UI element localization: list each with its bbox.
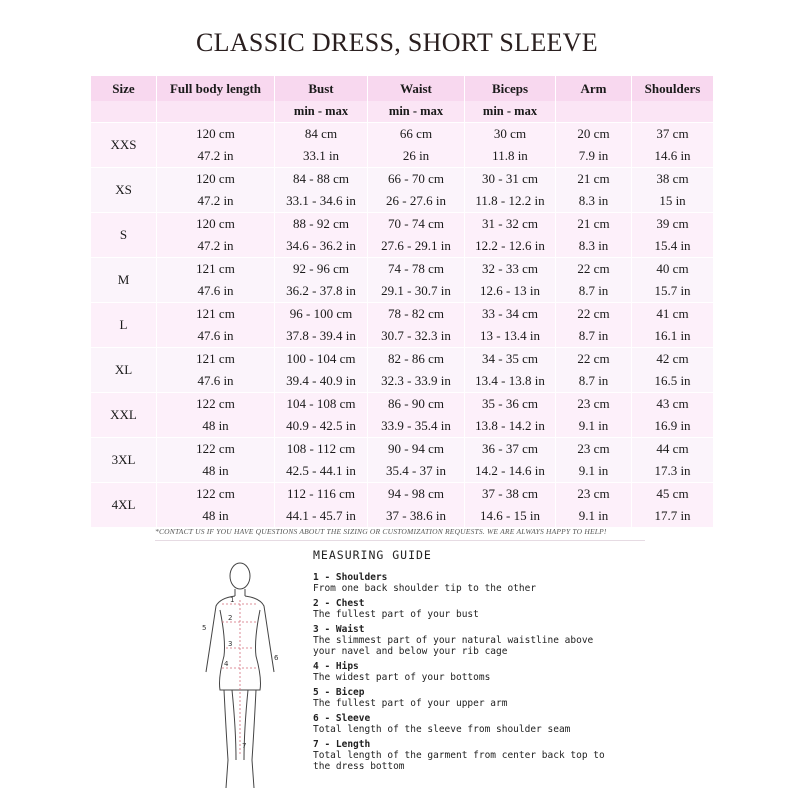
guide-title: MEASURING GUIDE — [313, 548, 432, 562]
guide-item — [313, 687, 613, 709]
cell-in: 15.4 in — [632, 235, 714, 258]
cell-cm: 84 - 88 cm — [275, 168, 368, 191]
size-label: 3XL — [91, 438, 157, 483]
cell-cm: 94 - 98 cm — [368, 483, 465, 506]
cell-cm: 88 - 92 cm — [275, 213, 368, 236]
cell-cm: 40 cm — [632, 258, 714, 281]
cell-in: 9.1 in — [556, 505, 632, 527]
table-subheader-row — [91, 101, 714, 123]
measuring-guide — [313, 548, 613, 776]
guide-item — [313, 624, 613, 657]
table-row — [91, 325, 714, 348]
table-row — [91, 415, 714, 438]
guide-item — [313, 739, 613, 772]
page-title: CLASSIC DRESS, SHORT SLEEVE — [196, 28, 598, 57]
guide-item-description: From one back shoulder tip to the other — [313, 583, 537, 594]
cell-in: 42.5 - 44.1 in — [275, 460, 368, 483]
guide-item-name: 7 - Length — [313, 739, 371, 750]
table-row — [91, 123, 714, 146]
table-header-row — [91, 76, 714, 101]
cell-cm: 82 - 86 cm — [368, 348, 465, 371]
size-label: XXS — [91, 123, 157, 168]
cell-cm: 30 - 31 cm — [465, 168, 556, 191]
cell-in: 44.1 - 45.7 in — [275, 505, 368, 527]
cell-cm: 112 - 116 cm — [275, 483, 368, 506]
cell-in: 9.1 in — [556, 460, 632, 483]
guide-item — [313, 572, 613, 594]
table-row — [91, 483, 714, 506]
cell-in: 7.9 in — [556, 145, 632, 168]
cell-cm: 121 cm — [157, 303, 275, 326]
cell-in: 15.7 in — [632, 280, 714, 303]
cell-cm: 122 cm — [157, 438, 275, 461]
cell-in: 17.3 in — [632, 460, 714, 483]
cell-in: 48 in — [157, 415, 275, 438]
guide-item — [313, 598, 613, 620]
cell-cm: 22 cm — [556, 348, 632, 371]
cell-cm: 32 - 33 cm — [465, 258, 556, 281]
table-row — [91, 213, 714, 236]
cell-cm: 23 cm — [556, 438, 632, 461]
size-label: XXL — [91, 393, 157, 438]
cell-cm: 37 - 38 cm — [465, 483, 556, 506]
guide-item-description: The fullest part of your bust — [313, 609, 479, 620]
table-row — [91, 348, 714, 371]
guide-item-description: The slimmest part of your natural waistline above your navel and below your rib cage — [313, 635, 594, 657]
subheader-cell — [157, 101, 275, 123]
cell-in: 14.6 in — [632, 145, 714, 168]
table-row — [91, 168, 714, 191]
cell-cm: 23 cm — [556, 483, 632, 506]
header-biceps: Biceps — [465, 76, 556, 101]
cell-in: 16.1 in — [632, 325, 714, 348]
cell-in: 47.2 in — [157, 235, 275, 258]
cell-in: 11.8 - 12.2 in — [465, 190, 556, 213]
guide-item-name: 1 - Shoulders — [313, 572, 388, 583]
cell-in: 9.1 in — [556, 415, 632, 438]
figure-number: 6 — [274, 654, 279, 662]
cell-in: 13.4 - 13.8 in — [465, 370, 556, 393]
cell-cm: 21 cm — [556, 213, 632, 236]
cell-cm: 20 cm — [556, 123, 632, 146]
size-label: XL — [91, 348, 157, 393]
table-row — [91, 370, 714, 393]
table-row — [91, 280, 714, 303]
cell-cm: 30 cm — [465, 123, 556, 146]
table-row — [91, 258, 714, 281]
cell-cm: 44 cm — [632, 438, 714, 461]
cell-in: 13 - 13.4 in — [465, 325, 556, 348]
cell-in: 40.9 - 42.5 in — [275, 415, 368, 438]
cell-cm: 122 cm — [157, 393, 275, 416]
cell-in: 30.7 - 32.3 in — [368, 325, 465, 348]
cell-in: 47.2 in — [157, 190, 275, 213]
cell-in: 8.7 in — [556, 325, 632, 348]
cell-in: 8.7 in — [556, 370, 632, 393]
cell-cm: 43 cm — [632, 393, 714, 416]
cell-cm: 100 - 104 cm — [275, 348, 368, 371]
size-chart-table — [90, 76, 714, 527]
cell-cm: 33 - 34 cm — [465, 303, 556, 326]
subheader-cell — [556, 101, 632, 123]
cell-cm: 31 - 32 cm — [465, 213, 556, 236]
guide-item-description: The widest part of your bottoms — [313, 672, 491, 683]
cell-cm: 21 cm — [556, 168, 632, 191]
cell-in: 47.2 in — [157, 145, 275, 168]
figure-number: 5 — [202, 624, 207, 632]
cell-in: 33.1 in — [275, 145, 368, 168]
measuring-figure-illustration — [180, 560, 300, 794]
cell-cm: 96 - 100 cm — [275, 303, 368, 326]
cell-in: 16.5 in — [632, 370, 714, 393]
cell-in: 13.8 - 14.2 in — [465, 415, 556, 438]
cell-in: 8.3 in — [556, 190, 632, 213]
cell-cm: 120 cm — [157, 123, 275, 146]
cell-in: 47.6 in — [157, 325, 275, 348]
subheader-cell — [632, 101, 714, 123]
size-label: XS — [91, 168, 157, 213]
subheader-cell: min - max — [275, 101, 368, 123]
cell-in: 34.6 - 36.2 in — [275, 235, 368, 258]
guide-item-name: 2 - Chest — [313, 598, 365, 609]
cell-cm: 38 cm — [632, 168, 714, 191]
cell-cm: 66 - 70 cm — [368, 168, 465, 191]
figure-number: 1 — [230, 596, 235, 604]
cell-cm: 121 cm — [157, 348, 275, 371]
header-shoulders: Shoulders — [632, 76, 714, 101]
header-bust: Bust — [275, 76, 368, 101]
header-size: Size — [91, 76, 157, 101]
cell-cm: 36 - 37 cm — [465, 438, 556, 461]
cell-in: 8.3 in — [556, 235, 632, 258]
cell-in: 14.6 - 15 in — [465, 505, 556, 527]
guide-item-description: Total length of the sleeve from shoulder seam — [313, 724, 571, 735]
table-row — [91, 505, 714, 527]
cell-in: 47.6 in — [157, 370, 275, 393]
guide-item-name: 6 - Sleeve — [313, 713, 371, 724]
guide-item — [313, 713, 613, 735]
guide-items — [313, 572, 613, 772]
figure-number: 3 — [228, 640, 233, 648]
table-row — [91, 235, 714, 258]
cell-cm: 41 cm — [632, 303, 714, 326]
header-arm: Arm — [556, 76, 632, 101]
cell-cm: 90 - 94 cm — [368, 438, 465, 461]
size-label: 4XL — [91, 483, 157, 528]
cell-in: 26 - 27.6 in — [368, 190, 465, 213]
cell-cm: 120 cm — [157, 168, 275, 191]
cell-cm: 34 - 35 cm — [465, 348, 556, 371]
table-row — [91, 438, 714, 461]
cell-cm: 66 cm — [368, 123, 465, 146]
guide-item-name: 3 - Waist — [313, 624, 365, 635]
cell-in: 8.7 in — [556, 280, 632, 303]
subheader-cell: min - max — [368, 101, 465, 123]
guide-item-name: 5 - Bicep — [313, 687, 365, 698]
cell-cm: 122 cm — [157, 483, 275, 506]
guide-item-description: Total length of the garment from center back top to the dress bottom — [313, 750, 605, 772]
cell-cm: 84 cm — [275, 123, 368, 146]
cell-in: 48 in — [157, 460, 275, 483]
cell-cm: 92 - 96 cm — [275, 258, 368, 281]
cell-cm: 23 cm — [556, 393, 632, 416]
table-row — [91, 460, 714, 483]
cell-cm: 86 - 90 cm — [368, 393, 465, 416]
table-row — [91, 190, 714, 213]
cell-in: 33.9 - 35.4 in — [368, 415, 465, 438]
cell-cm: 121 cm — [157, 258, 275, 281]
cell-in: 37 - 38.6 in — [368, 505, 465, 527]
cell-cm: 22 cm — [556, 303, 632, 326]
cell-in: 27.6 - 29.1 in — [368, 235, 465, 258]
cell-in: 11.8 in — [465, 145, 556, 168]
guide-item-description: The fullest part of your upper arm — [313, 698, 508, 709]
cell-in: 14.2 - 14.6 in — [465, 460, 556, 483]
cell-cm: 78 - 82 cm — [368, 303, 465, 326]
size-label: S — [91, 213, 157, 258]
guide-item-name: 4 - Hips — [313, 661, 359, 672]
cell-in: 32.3 - 33.9 in — [368, 370, 465, 393]
cell-cm: 22 cm — [556, 258, 632, 281]
cell-in: 36.2 - 37.8 in — [275, 280, 368, 303]
divider — [155, 540, 645, 541]
cell-in: 26 in — [368, 145, 465, 168]
subheader-cell: min - max — [465, 101, 556, 123]
cell-cm: 45 cm — [632, 483, 714, 506]
figure-number: 4 — [224, 660, 229, 668]
table-row — [91, 145, 714, 168]
header-full-body-length: Full body length — [157, 76, 275, 101]
table-body — [91, 123, 714, 528]
cell-in: 12.2 - 12.6 in — [465, 235, 556, 258]
cell-cm: 104 - 108 cm — [275, 393, 368, 416]
cell-cm: 42 cm — [632, 348, 714, 371]
size-label: L — [91, 303, 157, 348]
guide-item — [313, 661, 613, 683]
cell-in: 33.1 - 34.6 in — [275, 190, 368, 213]
size-label: M — [91, 258, 157, 303]
cell-in: 12.6 - 13 in — [465, 280, 556, 303]
cell-cm: 37 cm — [632, 123, 714, 146]
table-row — [91, 303, 714, 326]
cell-in: 39.4 - 40.9 in — [275, 370, 368, 393]
cell-cm: 35 - 36 cm — [465, 393, 556, 416]
cell-cm: 70 - 74 cm — [368, 213, 465, 236]
cell-in: 29.1 - 30.7 in — [368, 280, 465, 303]
contact-note: *CONTACT US IF YOU HAVE QUESTIONS ABOUT THE SIZING OR CUSTOMIZATION REQUESTS. WE ARE ALWAYS HAPPY TO HELP! — [155, 527, 607, 536]
cell-cm: 120 cm — [157, 213, 275, 236]
cell-in: 16.9 in — [632, 415, 714, 438]
table-row — [91, 393, 714, 416]
cell-in: 37.8 - 39.4 in — [275, 325, 368, 348]
figure-number: 2 — [228, 614, 233, 622]
subheader-cell — [91, 101, 157, 123]
figure-number: 7 — [242, 742, 247, 750]
header-waist: Waist — [368, 76, 465, 101]
cell-cm: 108 - 112 cm — [275, 438, 368, 461]
cell-cm: 74 - 78 cm — [368, 258, 465, 281]
cell-in: 48 in — [157, 505, 275, 527]
cell-in: 17.7 in — [632, 505, 714, 527]
cell-in: 15 in — [632, 190, 714, 213]
cell-cm: 39 cm — [632, 213, 714, 236]
cell-in: 35.4 - 37 in — [368, 460, 465, 483]
cell-in: 47.6 in — [157, 280, 275, 303]
